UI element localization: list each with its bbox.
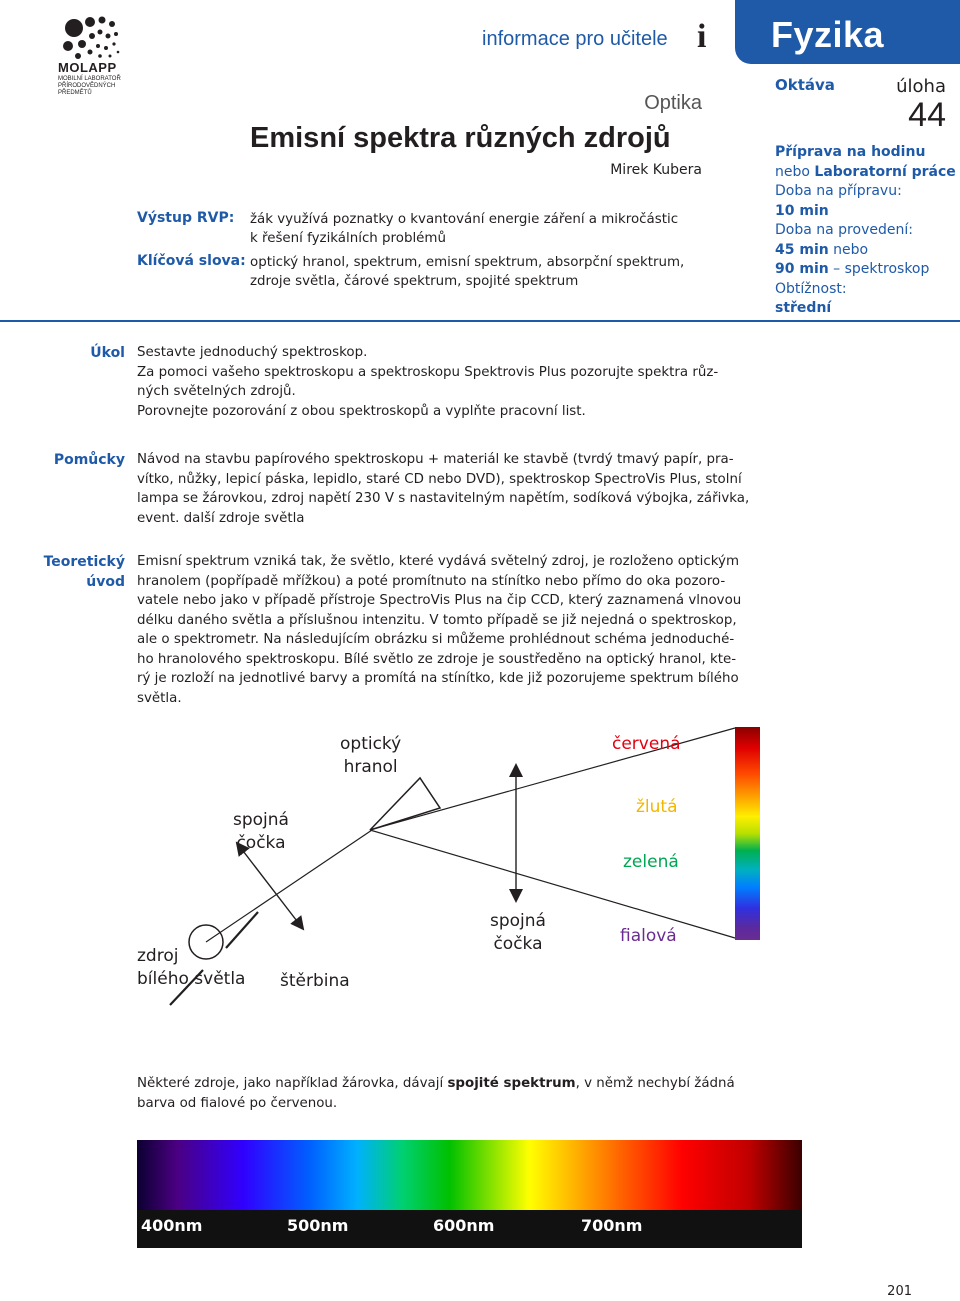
exec-time-a: 45 min xyxy=(775,241,829,258)
exec-time-b-note: – spektroskop xyxy=(833,261,930,277)
tools-line-2: vítko, nůžky, lepicí páska, lepidlo, staré CD nebo DVD), spektroskop SpectroVis Plus, stolní xyxy=(137,471,742,487)
source-label xyxy=(137,945,245,991)
prism-label-2: hranol xyxy=(343,757,398,777)
header-divider xyxy=(0,320,960,322)
continuous-line-2: barva od fialové po červenou. xyxy=(137,1095,338,1111)
prep-lab: Laboratorní práce xyxy=(814,163,956,180)
tools-section-label: Pomůcky xyxy=(53,452,125,468)
topic: Optika xyxy=(644,92,702,114)
theory-line-4: délku daného světla a příslušnou intenzitu. V tomto případě se již nejedná o spektroskop, xyxy=(137,612,737,628)
page-number: 201 xyxy=(887,1284,912,1299)
theory-line-7: rý je rozloží na jednotlivé barvy a promítá na stínítko, kde již pozorujeme spektrum bílého xyxy=(137,671,739,686)
subject-banner xyxy=(735,0,960,64)
keywords-line-2: zdroje světla, čárové spektrum, spojité spektrum xyxy=(250,274,579,289)
scale-label-600: 600nm xyxy=(433,1216,495,1235)
exec-time-b: 90 min xyxy=(775,261,829,277)
lens-2-label-1: spojná xyxy=(490,911,546,931)
info-label: informace pro učitele xyxy=(482,28,668,50)
continuous-line-1 xyxy=(137,1074,735,1094)
tools-line-1: Návod na stavbu papírového spektroskopu + materiál ke stavbě (tvrdý tmavý papír, pra- xyxy=(137,452,734,467)
tools-text xyxy=(137,450,749,528)
lens-2-label-2: čočka xyxy=(493,934,543,954)
rvp-label: Výstup RVP: xyxy=(137,210,235,226)
exec-time-or: nebo xyxy=(833,241,869,258)
theory-line-5: ale o spektrometr. Na následujícím obrázku si můžeme prohlédnout schéma jednoduché- xyxy=(137,632,735,647)
color-label-violet: fialová xyxy=(620,926,677,946)
page-title: Emisní spektra různých zdrojů xyxy=(250,122,671,154)
task-label: úloha xyxy=(896,76,946,97)
exec-time-label: Doba na provedení: xyxy=(775,222,913,238)
rvp-text xyxy=(250,210,678,248)
keywords-text xyxy=(250,253,684,291)
prep-alt xyxy=(775,163,960,183)
source-label-1: zdroj xyxy=(137,946,179,966)
theory-line-1: Emisní spektrum vzniká tak, že světlo, které vydává světelný zdroj, je rozloženo optickým xyxy=(137,554,739,569)
prep-bold: Příprava na hodinu xyxy=(775,144,926,160)
theory-line-2: hranolem (popřípadě mřížkou) a poté promítnuto na stínítko nebo přímo do oka pozoro- xyxy=(137,573,726,589)
task-line-2: Za pomoci vašeho spektroskopu a spektroskopu Spektrovis Plus pozorujte spektra růz- xyxy=(137,364,719,380)
keywords-label: Klíčová slova: xyxy=(137,253,246,269)
prism-label xyxy=(340,733,401,779)
class-label: Oktáva xyxy=(775,76,835,94)
author: Mirek Kubera xyxy=(610,162,702,178)
molapp-logo-sub-3: PŘEDMĚTŮ xyxy=(58,90,92,96)
rvp-line-2: k řešení fyzikálních problémů xyxy=(250,231,446,246)
task-line-4: Porovnejte pozorování z obou spektroskopů a vyplňte pracovní list. xyxy=(137,403,586,419)
theory-section-label xyxy=(44,552,125,592)
task-text xyxy=(137,343,718,421)
color-label-red: červená xyxy=(612,734,681,754)
lens-1-label xyxy=(233,809,289,855)
continuous-line-1-post: , v němž nechybí žádná xyxy=(575,1076,735,1091)
molapp-logo-icon xyxy=(60,14,124,62)
molapp-logo-name: MOLAPP xyxy=(58,60,117,75)
prism-label-1: optický xyxy=(340,734,402,754)
exec-time-b-row xyxy=(775,260,960,280)
prep-or: nebo xyxy=(775,163,810,180)
continuous-line-1-pre: Některé zdroje, jako například žárovka, dávají xyxy=(137,1076,448,1091)
theory-line-8: světla. xyxy=(137,690,182,706)
rvp-line-1: žák využívá poznatky o kvantování energie záření a mikročástic xyxy=(250,212,679,227)
prep-time-value: 10 min xyxy=(775,202,829,219)
prep-time-label: Doba na přípravu: xyxy=(775,183,902,199)
lens-1-label-1: spojná xyxy=(233,810,289,830)
scale-label-500: 500nm xyxy=(287,1216,349,1235)
molapp-logo xyxy=(58,14,138,94)
tools-line-3: lampa se žárovkou, zdroj napětí 230 V s nastavitelným napětím, sodíková výbojka, zářivka, xyxy=(137,491,750,506)
task-section-label: Úkol xyxy=(90,345,125,361)
theory-line-6: ho hranolového spektroskopu. Bílé světlo ze zdroje je soustředěno na optický hranol, kte- xyxy=(137,651,737,667)
lens-1-label-2: čočka xyxy=(236,833,286,853)
color-label-yellow: žlutá xyxy=(636,797,678,817)
exec-time-a-row xyxy=(775,241,960,261)
slit-label: štěrbina xyxy=(280,971,350,991)
color-label-green: zelená xyxy=(623,852,679,872)
continuous-text xyxy=(137,1074,735,1113)
source-label-2: bílého světla xyxy=(137,969,246,989)
sidebar-details xyxy=(775,143,960,319)
prism-icon xyxy=(370,778,440,830)
task-line-3: ných světelných zdrojů. xyxy=(137,384,296,399)
theory-label-line-1: Teoretický xyxy=(43,554,125,570)
tools-line-4: event. další zdroje světla xyxy=(137,510,305,526)
ray-in-icon xyxy=(206,830,372,942)
continuous-line-1-bold: spojité spektrum xyxy=(447,1076,576,1091)
molapp-logo-sub-1: MOBILNÍ LABORATOŘ xyxy=(58,76,121,82)
theory-text xyxy=(137,552,741,708)
subject-title: Fyzika xyxy=(771,14,885,55)
theory-label-line-2: úvod xyxy=(86,574,125,590)
difficulty-value: střední xyxy=(775,300,832,316)
molapp-logo-sub-2: PŘÍRODOVĚDNÝCH xyxy=(58,83,116,89)
task-number: 44 xyxy=(908,96,946,134)
theory-line-3: vatele nebo jako v případě přístroje SpectroVis Plus na čip CCD, který zaznamená vlnovou xyxy=(137,593,742,608)
ray-out-bottom-icon xyxy=(370,830,735,938)
task-line-1: Sestavte jednoduchý spektroskop. xyxy=(137,345,368,360)
scale-label-700: 700nm xyxy=(581,1216,643,1235)
keywords-line-1: optický hranol, spektrum, emisní spektrum, absorpční spektrum, xyxy=(250,255,685,270)
vertical-spectrum-screen xyxy=(735,727,760,940)
info-icon: i xyxy=(697,18,707,55)
scale-label-400: 400nm xyxy=(141,1216,203,1235)
lens-2-label xyxy=(490,910,546,956)
difficulty-label: Obtížnost: xyxy=(775,280,847,297)
